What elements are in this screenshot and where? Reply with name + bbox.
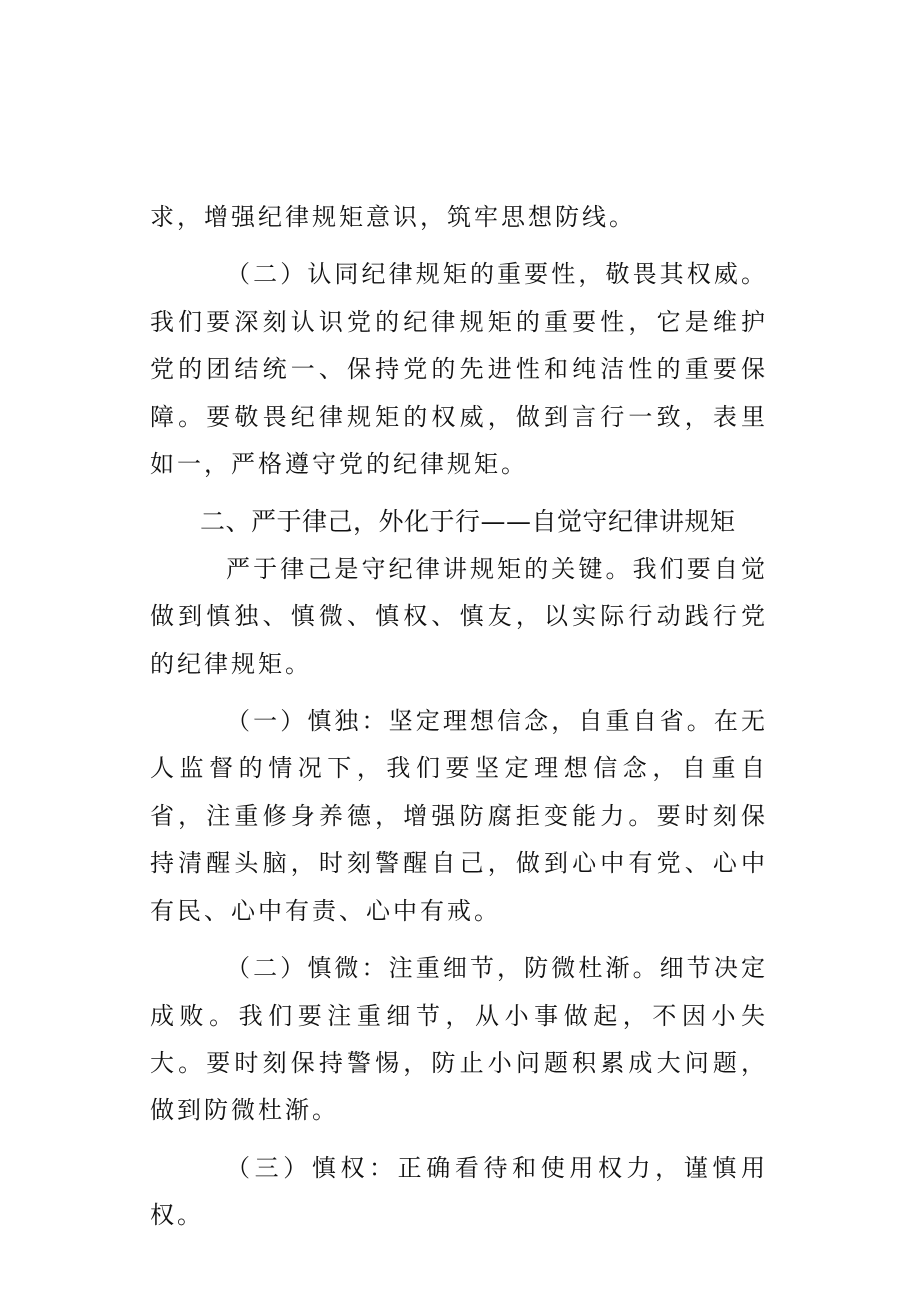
paragraph-shenquan: （三）慎权：正确看待和使用权力，谨慎用权。 <box>150 1153 768 1230</box>
paragraph-continuation: 求，增强纪律规矩意识，筑牢思想防线。 <box>150 203 636 231</box>
paragraph-shenwei: （二）慎微：注重细节，防微杜渐。细节决定成败。我们要注重细节，从小事做起，不因小失大。要时刻保持警惕，防止小问题积累成大问题，做到防微杜渐。 <box>150 954 768 1125</box>
paragraph-shendu: （一）慎独：坚定理想信念，自重自省。在无人监督的情况下，我们要坚定理想信念，自重自省，注重修身养德，增强防腐拒变能力。要时刻保持清醒头脑，时刻警醒自己，做到心中有党、心中有民、心中有责、心中有戒。 <box>150 707 768 925</box>
paragraph-intro: 严于律己是守纪律讲规矩的关键。我们要自觉做到慎独、慎微、慎权、慎友，以实际行动践行党的纪律规矩。 <box>150 554 768 678</box>
paragraph-section-2: （二）认同纪律规矩的重要性，敬畏其权威。我们要深刻认识党的纪律规矩的重要性，它是维护党的团结统一、保持党的先进性和纯洁性的重要保障。要敬畏纪律规矩的权威，做到言行一致，表里如一，严格遵守党的纪律规矩。 <box>150 260 768 479</box>
document-body <box>150 194 768 1240</box>
section-heading: 二、严于律己，外化于行——自觉守纪律讲规矩 <box>200 507 736 537</box>
